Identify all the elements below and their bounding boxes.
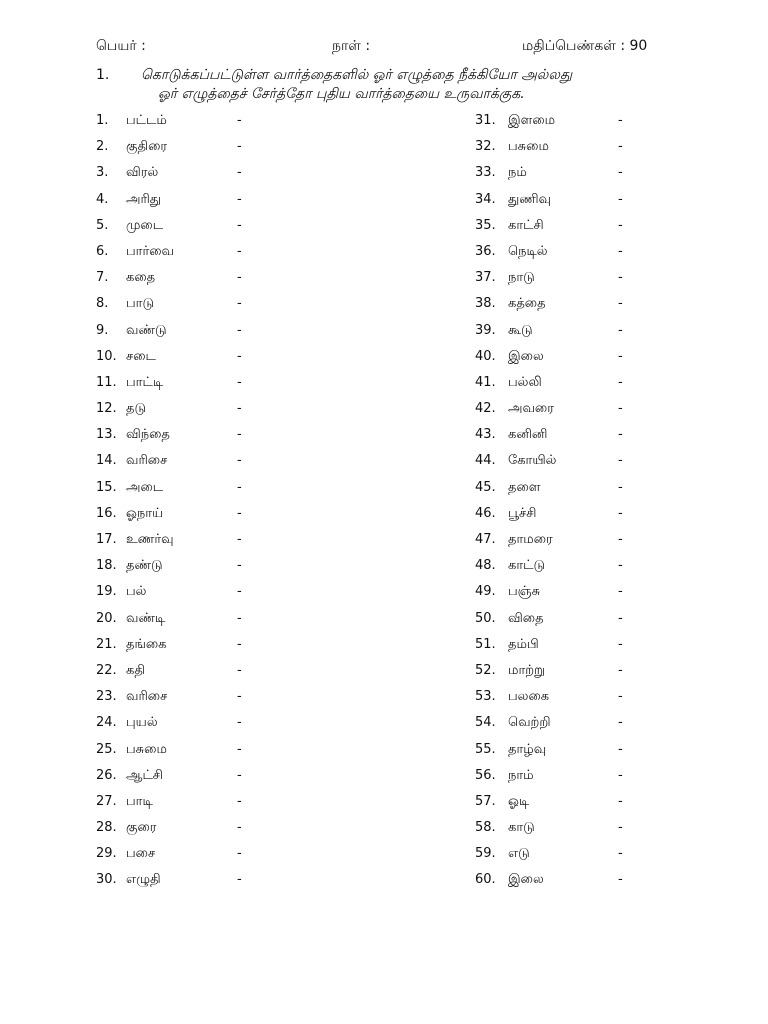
- item-word: காட்சி: [508, 217, 544, 233]
- word-list-item: [96, 480, 396, 506]
- word-list-item: [96, 244, 396, 270]
- item-word: பல்லி: [508, 374, 542, 390]
- answer-blank: -: [618, 636, 623, 652]
- word-list-item: [475, 349, 768, 375]
- answer-blank: -: [237, 191, 242, 207]
- item-number: 22.: [96, 662, 117, 678]
- item-number: 38.: [475, 296, 496, 312]
- word-list-item: [96, 742, 396, 768]
- word-list-right-column: [475, 113, 768, 899]
- item-word: வரிசை: [126, 453, 168, 469]
- item-word: அடை: [126, 479, 164, 495]
- item-word: வண்டு: [126, 322, 167, 338]
- instruction-line-2: ஓர் எழுத்தைச் சேர்த்தோ புதிய வார்த்தையை உருவாக்குக.: [158, 86, 525, 102]
- answer-blank: -: [618, 401, 623, 417]
- item-word: வெற்றி: [508, 715, 551, 731]
- answer-blank: -: [237, 584, 242, 600]
- item-number: 51.: [475, 636, 496, 652]
- item-number: 43.: [475, 427, 496, 443]
- item-word: பாடி: [126, 793, 153, 809]
- word-list-item: [475, 532, 768, 558]
- answer-blank: -: [618, 820, 623, 836]
- item-number: 44.: [475, 453, 496, 469]
- item-number: 39.: [475, 322, 496, 338]
- answer-blank: -: [618, 139, 623, 155]
- item-word: மாற்று: [508, 662, 545, 678]
- item-word: ஆட்சி: [126, 767, 163, 783]
- item-word: தம்பி: [508, 636, 539, 652]
- item-word: கூடு: [508, 322, 533, 338]
- item-number: 4.: [96, 191, 109, 207]
- item-number: 10.: [96, 348, 117, 364]
- item-word: விந்தை: [126, 427, 170, 443]
- item-word: பசை: [126, 846, 156, 862]
- word-list-item: [475, 192, 768, 218]
- word-list-item: [475, 218, 768, 244]
- item-word: விரல்: [126, 165, 159, 181]
- item-word: இலை: [508, 348, 544, 364]
- item-word: இலை: [508, 872, 544, 888]
- item-word: பல்: [126, 584, 147, 600]
- word-list-item: [475, 689, 768, 715]
- word-list-item: [475, 139, 768, 165]
- item-word: பட்டம்: [126, 113, 167, 128]
- item-word: துணிவு: [508, 191, 552, 207]
- answer-blank: -: [237, 793, 242, 809]
- item-number: 59.: [475, 846, 496, 862]
- item-number: 41.: [475, 374, 496, 390]
- word-list-item: [96, 375, 396, 401]
- answer-blank: -: [237, 113, 242, 128]
- answer-blank: -: [237, 662, 242, 678]
- answer-blank: -: [618, 427, 623, 443]
- item-number: 19.: [96, 584, 117, 600]
- answer-blank: -: [237, 558, 242, 574]
- word-list-item: [475, 794, 768, 820]
- marks-label: மதிப்பெண்கள் : 90: [522, 38, 648, 54]
- answer-blank: -: [237, 348, 242, 364]
- answer-blank: -: [618, 715, 623, 731]
- word-list-item: [96, 611, 396, 637]
- answer-blank: -: [237, 505, 242, 521]
- item-number: 48.: [475, 558, 496, 574]
- item-number: 34.: [475, 191, 496, 207]
- answer-blank: -: [618, 505, 623, 521]
- item-number: 28.: [96, 820, 117, 836]
- item-word: எடு: [508, 846, 530, 862]
- item-word: தண்டு: [126, 558, 163, 574]
- item-word: கோயில்: [508, 453, 557, 469]
- item-word: தளை: [508, 479, 541, 495]
- word-list-item: [475, 480, 768, 506]
- word-list-item: [96, 427, 396, 453]
- answer-blank: -: [237, 165, 242, 181]
- instruction-line-1: கொடுக்கப்பட்டுள்ள வார்த்தைகளில் ஓர் எழுத்தை நீக்கியோ அல்லது: [141, 67, 573, 83]
- word-list-item: [475, 427, 768, 453]
- item-word: காடு: [508, 820, 535, 836]
- item-number: 7.: [96, 270, 109, 286]
- answer-blank: -: [618, 113, 623, 128]
- answer-blank: -: [237, 872, 242, 888]
- item-word: நம்: [508, 165, 527, 181]
- item-word: தங்கை: [126, 636, 167, 652]
- answer-blank: -: [618, 296, 623, 312]
- answer-blank: -: [618, 584, 623, 600]
- item-number: 35.: [475, 217, 496, 233]
- item-number: 14.: [96, 453, 117, 469]
- word-list-item: [96, 401, 396, 427]
- word-list-item: [475, 715, 768, 741]
- answer-blank: -: [237, 453, 242, 469]
- word-list-item: [96, 768, 396, 794]
- item-word: தாமரை: [508, 532, 553, 547]
- item-number: 6.: [96, 243, 109, 259]
- answer-blank: -: [237, 401, 242, 417]
- item-number: 23.: [96, 689, 117, 705]
- item-number: 5.: [96, 217, 109, 233]
- item-number: 2.: [96, 139, 109, 155]
- word-list-item: [96, 637, 396, 663]
- item-number: 47.: [475, 532, 496, 547]
- answer-blank: -: [237, 715, 242, 731]
- item-word: பஞ்சு: [508, 584, 541, 600]
- item-word: கத்தை: [508, 296, 546, 312]
- item-number: 54.: [475, 715, 496, 731]
- item-number: 27.: [96, 793, 117, 809]
- item-number: 57.: [475, 793, 496, 809]
- item-number: 9.: [96, 322, 109, 338]
- item-word: ஓடி: [508, 793, 530, 809]
- item-number: 21.: [96, 636, 117, 652]
- answer-blank: -: [237, 139, 242, 155]
- answer-blank: -: [237, 427, 242, 443]
- answer-blank: -: [237, 689, 242, 705]
- item-number: 37.: [475, 270, 496, 286]
- item-number: 33.: [475, 165, 496, 181]
- item-number: 17.: [96, 532, 117, 547]
- answer-blank: -: [618, 453, 623, 469]
- item-word: இளமை: [508, 113, 556, 128]
- item-word: பாட்டி: [126, 374, 164, 390]
- word-list-item: [475, 113, 768, 139]
- word-list-item: [475, 742, 768, 768]
- answer-blank: -: [237, 846, 242, 862]
- word-list-item: [475, 453, 768, 479]
- item-word: பசுமை: [126, 741, 167, 757]
- word-list-item: [96, 506, 396, 532]
- item-number: 8.: [96, 296, 109, 312]
- item-number: 58.: [475, 820, 496, 836]
- item-word: பார்வை: [126, 243, 175, 259]
- word-list-item: [475, 663, 768, 689]
- word-list-item: [96, 532, 396, 558]
- item-word: பூச்சி: [508, 505, 537, 521]
- item-word: குதிரை: [126, 139, 168, 155]
- item-word: தாழ்வு: [508, 741, 547, 757]
- answer-blank: -: [237, 270, 242, 286]
- answer-blank: -: [237, 374, 242, 390]
- word-list-item: [475, 165, 768, 191]
- answer-blank: -: [237, 296, 242, 312]
- answer-blank: -: [237, 479, 242, 495]
- item-word: குரை: [126, 820, 157, 836]
- word-list-item: [475, 558, 768, 584]
- item-word: சடை: [126, 348, 156, 364]
- item-number: 1.: [96, 113, 109, 128]
- item-number: 26.: [96, 767, 117, 783]
- item-number: 55.: [475, 741, 496, 757]
- item-number: 32.: [475, 139, 496, 155]
- item-number: 60.: [475, 872, 496, 888]
- item-word: கதி: [126, 662, 145, 678]
- item-word: பசுமை: [508, 139, 549, 155]
- item-number: 45.: [475, 479, 496, 495]
- word-list-item: [96, 663, 396, 689]
- word-list-item: [475, 611, 768, 637]
- answer-blank: -: [618, 610, 623, 626]
- answer-blank: -: [618, 348, 623, 364]
- item-number: 42.: [475, 401, 496, 417]
- item-number: 29.: [96, 846, 117, 862]
- answer-blank: -: [237, 610, 242, 626]
- item-word: நாடு: [508, 270, 535, 286]
- word-list-item: [475, 270, 768, 296]
- item-word: எழுதி: [126, 872, 161, 888]
- word-list-item: [96, 715, 396, 741]
- word-list-item: [96, 820, 396, 846]
- answer-blank: -: [618, 532, 623, 547]
- answer-blank: -: [618, 165, 623, 181]
- answer-blank: -: [618, 793, 623, 809]
- word-list-item: [96, 584, 396, 610]
- item-word: அரிது: [126, 191, 162, 207]
- item-word: பலகை: [508, 689, 550, 705]
- word-list-item: [96, 846, 396, 872]
- item-word: ஓநாய்: [126, 505, 164, 521]
- item-number: 50.: [475, 610, 496, 626]
- item-number: 20.: [96, 610, 117, 626]
- answer-blank: -: [618, 741, 623, 757]
- answer-blank: -: [618, 243, 623, 259]
- item-word: நாம்: [508, 767, 534, 783]
- word-list-item: [96, 689, 396, 715]
- item-number: 24.: [96, 715, 117, 731]
- item-number: 53.: [475, 689, 496, 705]
- answer-blank: -: [618, 270, 623, 286]
- answer-blank: -: [618, 767, 623, 783]
- word-list-item: [475, 872, 768, 898]
- item-number: 15.: [96, 479, 117, 495]
- answer-blank: -: [237, 243, 242, 259]
- answer-blank: -: [237, 636, 242, 652]
- answer-blank: -: [618, 191, 623, 207]
- answer-blank: -: [618, 662, 623, 678]
- word-list-item: [475, 637, 768, 663]
- answer-blank: -: [618, 217, 623, 233]
- item-number: 52.: [475, 662, 496, 678]
- item-number: 25.: [96, 741, 117, 757]
- word-list-item: [475, 375, 768, 401]
- word-list-item: [96, 349, 396, 375]
- item-word: உணர்வு: [126, 532, 174, 547]
- word-list-item: [475, 323, 768, 349]
- item-number: 40.: [475, 348, 496, 364]
- item-number: 12.: [96, 401, 117, 417]
- item-word: கதை: [126, 270, 156, 286]
- word-list-item: [96, 192, 396, 218]
- item-word: நெடில்: [508, 243, 548, 259]
- item-word: முடை: [126, 217, 164, 233]
- answer-blank: -: [237, 217, 242, 233]
- answer-blank: -: [618, 872, 623, 888]
- word-list-item: [96, 794, 396, 820]
- answer-blank: -: [618, 322, 623, 338]
- word-list-item: [96, 872, 396, 898]
- item-number: 18.: [96, 558, 117, 574]
- answer-blank: -: [618, 689, 623, 705]
- worksheet-header: [96, 38, 696, 60]
- word-list-left-column: [96, 113, 396, 899]
- answer-blank: -: [237, 820, 242, 836]
- item-number: 13.: [96, 427, 117, 443]
- item-word: பாடு: [126, 296, 155, 312]
- word-list-item: [96, 323, 396, 349]
- item-word: தடு: [126, 401, 147, 417]
- question-number: 1.: [96, 67, 110, 83]
- word-list-item: [475, 768, 768, 794]
- name-label: பெயர் :: [96, 38, 146, 54]
- answer-blank: -: [237, 532, 242, 547]
- item-number: 56.: [475, 767, 496, 783]
- item-word: விதை: [508, 610, 544, 626]
- item-number: 3.: [96, 165, 109, 181]
- word-list-item: [96, 453, 396, 479]
- item-word: கனினி: [508, 427, 548, 443]
- answer-blank: -: [237, 767, 242, 783]
- answer-blank: -: [618, 558, 623, 574]
- item-number: 11.: [96, 374, 117, 390]
- item-number: 36.: [475, 243, 496, 259]
- item-number: 16.: [96, 505, 117, 521]
- answer-blank: -: [237, 322, 242, 338]
- item-word: காட்டு: [508, 558, 546, 574]
- item-word: வரிசை: [126, 689, 168, 705]
- answer-blank: -: [618, 479, 623, 495]
- word-list-item: [475, 820, 768, 846]
- item-word: வண்டி: [126, 610, 166, 626]
- item-number: 49.: [475, 584, 496, 600]
- word-list-item: [475, 296, 768, 322]
- word-list-item: [475, 401, 768, 427]
- word-list-item: [96, 270, 396, 296]
- word-list-item: [475, 244, 768, 270]
- answer-blank: -: [618, 374, 623, 390]
- answer-blank: -: [618, 846, 623, 862]
- item-word: அவரை: [508, 401, 554, 417]
- word-list-item: [96, 113, 396, 139]
- word-list-item: [96, 139, 396, 165]
- item-number: 46.: [475, 505, 496, 521]
- item-number: 31.: [475, 113, 496, 128]
- word-list-item: [475, 584, 768, 610]
- word-list-item: [96, 296, 396, 322]
- word-list-item: [96, 218, 396, 244]
- answer-blank: -: [237, 741, 242, 757]
- word-list-item: [96, 165, 396, 191]
- word-list-item: [475, 846, 768, 872]
- item-number: 30.: [96, 872, 117, 888]
- word-list-item: [475, 506, 768, 532]
- word-list-item: [96, 558, 396, 584]
- date-label: நாள் :: [332, 38, 371, 54]
- item-word: புயல்: [126, 715, 158, 731]
